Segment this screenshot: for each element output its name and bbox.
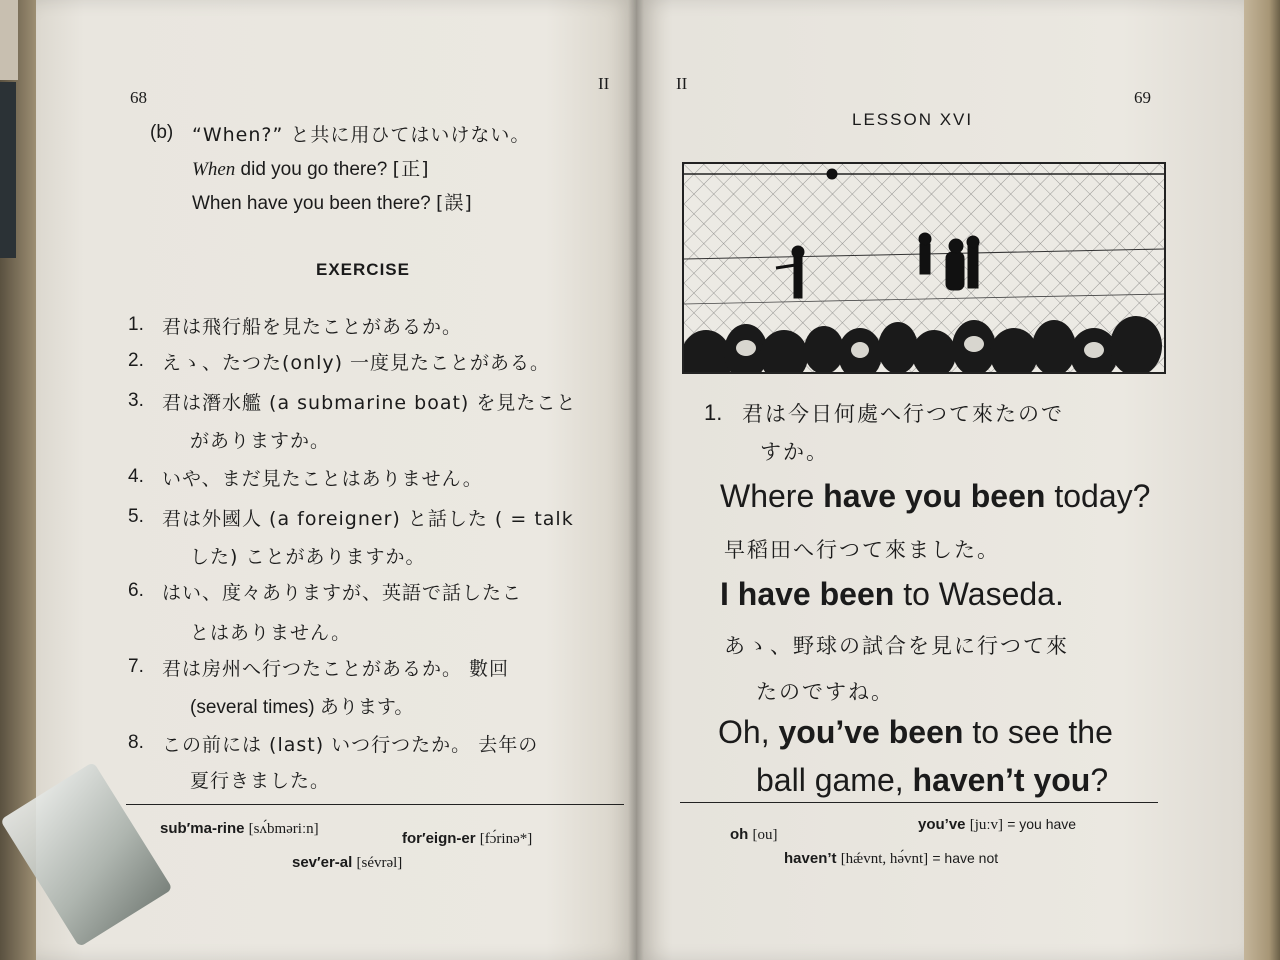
dialogue-jp-line: たのですね。 <box>756 680 894 704</box>
dialogue-number: 1. <box>704 400 723 425</box>
exercise-line: 君は房州へ行つたことがあるか。 數回 <box>162 658 510 680</box>
dialogue-jp-line: あゝ、野球の試合を見に行つて來 <box>724 634 1069 658</box>
glossary-entry: sub′ma-rine [sʌ́bməriːn] <box>160 820 319 837</box>
exercise-number: 2. <box>128 350 144 371</box>
dialogue-en-line: Where have you been today? <box>720 478 1151 514</box>
dialogue-jp-line: すか。 <box>760 440 829 464</box>
exercise-line: とはありません。 <box>190 622 352 644</box>
dialogue-jp-line: 早稻田へ行つて來ました。 <box>724 538 1000 562</box>
exercise-number: 3. <box>128 390 144 411</box>
right-footnote-rule <box>680 802 1158 803</box>
exercise-number: 1. <box>128 314 144 335</box>
exercise-line: 君は外國人 (a foreigner) と話した ( = talk <box>162 508 574 530</box>
dialogue-en-line: I have been to Waseda. <box>720 576 1064 612</box>
dialogue-jp-line: 君は今日何處へ行つて來たので <box>742 402 1064 426</box>
exercise-number: 6. <box>128 580 144 601</box>
bookmark-tab <box>0 82 16 258</box>
exercise-number: 4. <box>128 466 144 487</box>
page-edges <box>1244 0 1280 960</box>
lesson-title: LESSON XVI <box>852 110 974 129</box>
book-gutter <box>628 0 644 960</box>
glossary-entry: oh [ou] <box>730 826 778 843</box>
left-footnote-rule <box>126 804 624 805</box>
exercise-line: 夏行きました。 <box>190 770 331 792</box>
exercise-number: 7. <box>128 656 144 677</box>
illustration-drawing <box>684 164 1164 372</box>
exercise-line: 君は潛水艦 (a submarine boat) を見たこと <box>162 392 577 414</box>
exercise-line: した) ことがありますか。 <box>190 546 426 568</box>
exercise-number: 8. <box>128 732 144 753</box>
rule-b-label: (b) <box>150 122 174 143</box>
glossary-entry: sev′er-al [sévrəl] <box>292 854 403 871</box>
glossary-entry: haven’t [hǽvnt, hə́vnt] = have not <box>784 850 999 867</box>
exercise-heading: EXERCISE <box>316 260 410 279</box>
left-section-mark: II <box>598 74 610 93</box>
exercise-line: 君は飛行船を見たことがあるか。 <box>162 316 463 338</box>
exercise-line: がありますか。 <box>190 430 331 452</box>
example-correct: When did you go there? [正] <box>192 158 430 180</box>
glossary-entry: for′eign-er [fɔ́rinə*] <box>402 830 533 847</box>
dialogue-en-line: ball game, haven’t you? <box>756 762 1109 798</box>
exercise-line: えゝ、たつた(only) 一度見たことがある。 <box>162 352 551 374</box>
rule-b-text: “When?” と共に用ひてはいけない。 <box>192 124 531 146</box>
glossary-entry: you’ve [juːv] = you have <box>918 816 1077 833</box>
exercise-line: いや、まだ見たことはありません。 <box>162 468 483 490</box>
exercise-line: はい、度々ありますが、英語で話したこ <box>162 582 523 604</box>
exercise-line: この前には (last) いつ行つたか。 去年の <box>162 734 539 756</box>
left-page-number: 68 <box>130 88 147 107</box>
baseball-game-illustration <box>682 162 1166 374</box>
exercise-number: 5. <box>128 506 144 527</box>
example-wrong: When have you been there? [誤] <box>192 192 473 214</box>
dialogue-en-line: Oh, you’ve been to see the <box>718 714 1113 750</box>
exercise-line: (several times) あります。 <box>190 697 414 718</box>
right-page-number: 69 <box>1134 88 1151 107</box>
desk-corner <box>0 0 18 80</box>
right-section-mark: II <box>676 74 688 93</box>
